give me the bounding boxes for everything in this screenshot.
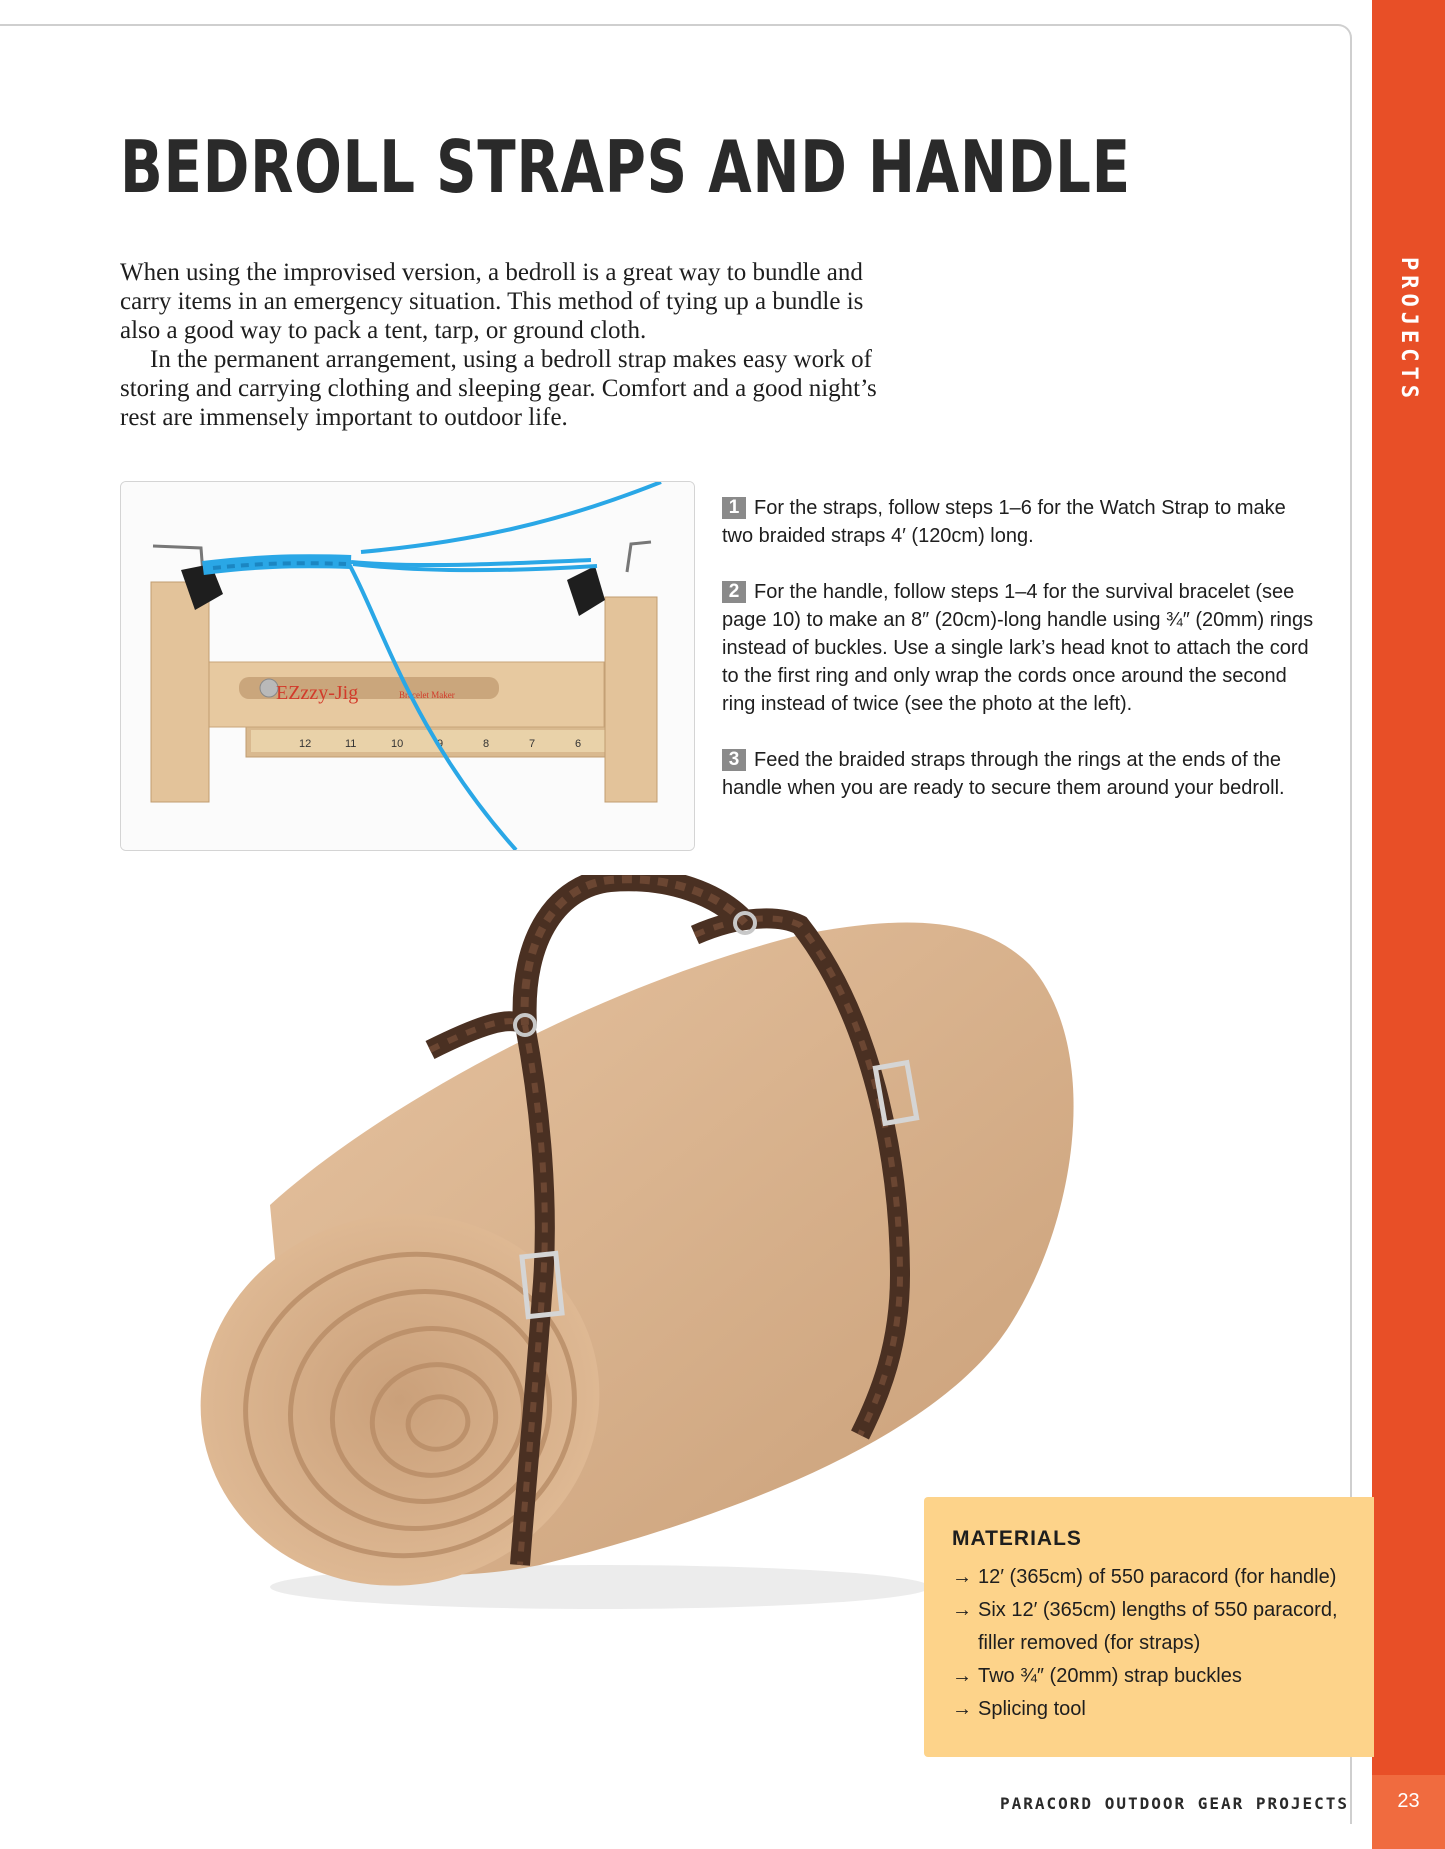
arrow-icon: →	[952, 1599, 972, 1621]
step-item	[722, 578, 1322, 718]
step-item	[722, 746, 1322, 802]
step-number-badge: 2	[722, 581, 746, 603]
section-tab	[1372, 250, 1445, 410]
ruler-label: 11	[345, 738, 357, 750]
arrow-icon: →	[952, 1566, 972, 1588]
page-number: 23	[1397, 1790, 1420, 1812]
jig-subtitle: Bracelet Maker	[399, 690, 455, 700]
step-text: For the handle, follow steps 1–4 for the survival bracelet (see page 10) to make an 8″ (20cm)-long handle using ¾″ (20mm) rings instead of buckles. Use a single lark’s head knot to attach the cord to the first ring and only wrap the cords once around the second ring instead of twice (see the photo at the left).	[722, 581, 1314, 715]
materials-item-text: Two ¾″ (20mm) strap buckles	[978, 1665, 1242, 1687]
materials-box	[924, 1497, 1374, 1757]
step-text: For the straps, follow steps 1–6 for the Watch Strap to make two braided straps 4′ (120cm) long.	[722, 497, 1286, 547]
steps-list	[722, 494, 1322, 830]
materials-list	[952, 1561, 1346, 1726]
materials-item-text: Six 12′ (365cm) lengths of 550 paracord, filler removed (for straps)	[978, 1599, 1338, 1654]
materials-item	[952, 1693, 1346, 1726]
jig-illustration	[121, 482, 694, 850]
intro-text	[120, 258, 900, 432]
materials-item-text: 12′ (365cm) of 550 paracord (for handle)	[978, 1566, 1337, 1588]
section-tab-label: PROJECTS	[1396, 257, 1421, 403]
intro-paragraph: In the permanent arrangement, using a bedroll strap makes easy work of storing and carrying clothing and sleeping gear. Comfort and a good night’s rest are immensely important to outdoor life.	[120, 346, 877, 431]
ruler-label: 12	[299, 738, 312, 750]
ruler-label: 8	[483, 738, 490, 750]
intro-paragraph: When using the improvised version, a bedroll is a great way to bundle and carry items in an emergency situation. This method of tying up a bundle is also a good way to pack a tent, tarp, or ground cloth.	[120, 259, 864, 344]
step-item	[722, 494, 1322, 550]
ruler-label: 7	[529, 738, 536, 750]
step-text: Feed the braided straps through the rings at the ends of the handle when you are ready to secure them around your bedroll.	[722, 749, 1285, 799]
materials-item	[952, 1660, 1346, 1693]
arrow-icon: →	[952, 1698, 972, 1720]
ruler-label: 9	[437, 738, 444, 750]
arrow-icon: →	[952, 1665, 972, 1687]
jig-photo	[120, 481, 695, 851]
step-number-badge: 3	[722, 749, 746, 771]
page-title: BEDROLL STRAPS AND HANDLE	[120, 125, 1131, 209]
materials-heading: MATERIALS	[952, 1527, 1082, 1550]
materials-item	[952, 1561, 1346, 1594]
materials-item	[952, 1594, 1346, 1660]
footer-book-title: PARACORD OUTDOOR GEAR PROJECTS	[1000, 1794, 1349, 1813]
step-number-badge: 1	[722, 497, 746, 519]
ruler-label: 10	[391, 738, 404, 750]
jig-brand: EZzzy-Jig	[276, 682, 359, 704]
ruler-label: 6	[575, 738, 582, 750]
materials-item-text: Splicing tool	[978, 1698, 1086, 1720]
